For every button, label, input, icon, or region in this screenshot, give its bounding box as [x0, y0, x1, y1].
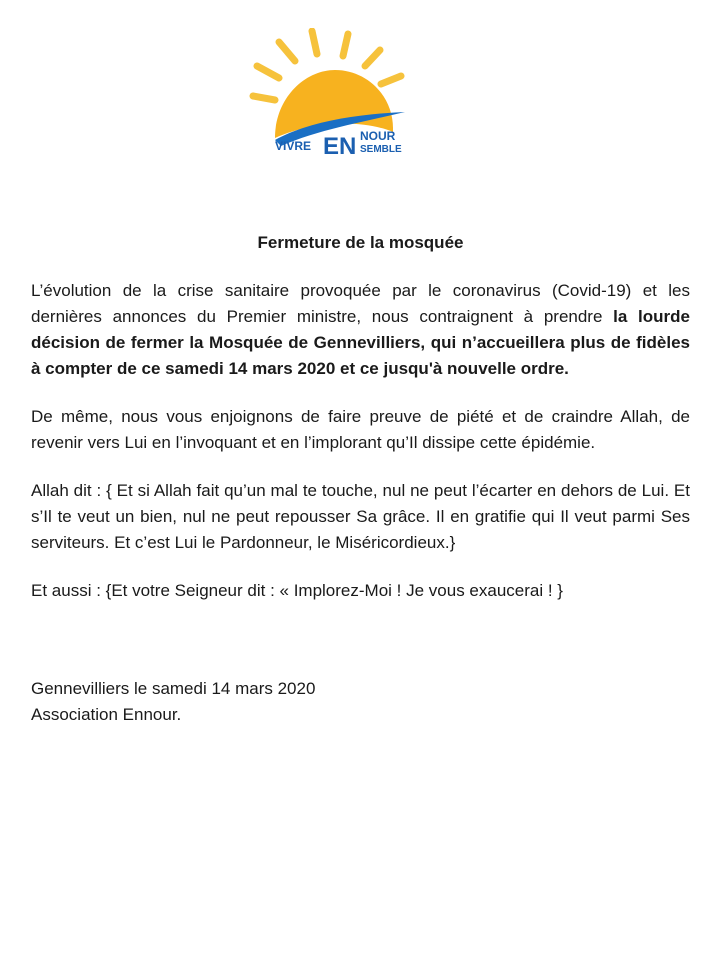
- signature-block: [31, 676, 690, 728]
- paragraph-exhortation: De même, nous vous enjoignons de faire preuve de piété et de craindre Allah, de revenir vers Lui en l’invoquant et en l’implorant qu’Il dissipe cette épidémie.: [31, 407, 690, 452]
- paragraph-1-bold: la lourde décision de fermer la Mosquée de Gennevilliers, qui n’accueillera plus de fidèles à compter de ce samedi 14 mars 2020 et ce jusqu'à nouvelle ordre.: [31, 307, 690, 378]
- signature-organization: Association Ennour.: [31, 705, 182, 724]
- paragraph-quote-1: Allah dit : { Et si Allah fait qu’un mal te touche, nul ne peut l’écarter en dehors de Lui. Et s’Il te veut un bien, nul ne peut repousser Sa grâce. Il en gratifie qui Il veut parmi Ses serviteurs. Et c’est Lui le Pardonneur, le Miséricordieux.}: [31, 481, 690, 552]
- logo-word-vivre: VIVRE: [275, 139, 312, 153]
- sun-logo-graphic: [245, 28, 420, 158]
- paragraph-closure-announcement: [31, 278, 690, 382]
- logo-word-nour: NOUR: [360, 129, 396, 143]
- document-body: [31, 230, 690, 728]
- document-title: Fermeture de la mosquée: [257, 233, 464, 252]
- paragraph-quote-2: Et aussi : {Et votre Seigneur dit : « Implorez-Moi ! Je vous exaucerai ! }: [31, 581, 563, 600]
- logo-word-en: EN: [323, 133, 357, 158]
- paragraph-1-normal: L’évolution de la crise sanitaire provoquée par le coronavirus (Covid-19) et les dernières annonces du Premier ministre, nous contraignent à prendre: [31, 281, 690, 326]
- signature-date: Gennevilliers le samedi 14 mars 2020: [31, 679, 316, 698]
- ennour-logo: [245, 28, 420, 158]
- logo-word-semble: SEMBLE: [360, 144, 402, 155]
